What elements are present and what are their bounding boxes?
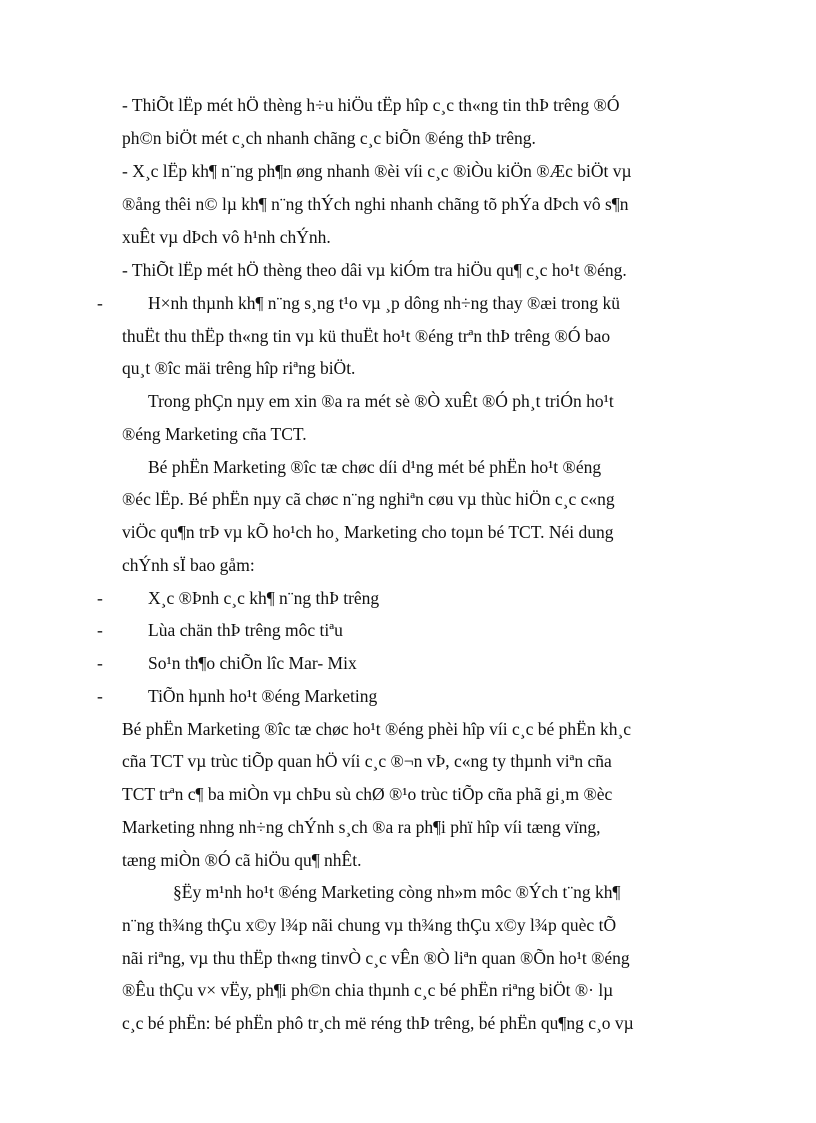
text-line-25: c¸c bé phËn: bé phËn phô tr¸ch më réng thÞ trêng, bé phËn qu¶ng c¸o vµ [122,1013,634,1033]
list-dash-1: - [97,293,103,313]
text-line-1: - ThiÕt lËp mét hÖ thèng h÷u hiÖu tËp hîp c¸c th«ng tin thÞ trêng ®Ó [122,95,620,115]
text-line-15: chÝnh sÏ bao gåm: [122,555,255,575]
text-line-10: Trong phÇn nµy em xin ®a ra mét sè ®Ò xuÊt ®Ó ph¸t triÓn ho¹t [148,391,614,411]
text-line-11: ®éng Marketing cña TCT. [122,424,307,444]
text-line-8: thuËt thu thËp th«ng tin vµ kü thuËt ho¹t ®éng trªn thÞ trêng ®Ó bao [122,326,611,346]
text-line-6: - ThiÕt lËp mét hÖ thèng theo dâi vµ kiÓm tra hiÖu qu¶ c¸c ho¹t ®éng. [122,260,627,280]
list-item-4: TiÕn hµnh ho¹t ®éng Marketing [148,686,378,706]
text-line-14: viÖc qu¶n trÞ vµ kÕ ho¹ch ho¸ Marketing cho toµn bé TCT. Néi dung [122,522,614,542]
text-line-17: cña TCT vµ trùc tiÕp quan hÖ víi c¸c ®¬n vÞ, c«ng ty thµnh viªn cña [122,751,612,771]
text-line-19: Marketing nhng nh÷ng chÝnh s¸ch ®a ra ph¶i phï hîp víi tæng vïng, [122,817,601,837]
text-line-9: qu¸t ®îc mäi trêng hîp riªng biÖt. [122,358,356,378]
text-line-20: tæng miÒn ®Ó cã hiÖu qu¶ nhÊt. [122,850,362,870]
list-dash-5: - [97,686,103,706]
list-item-1: X¸c ®Þnh c¸c kh¶ n¨ng thÞ trêng [148,588,380,608]
text-line-2: ph©n biÖt mét c¸ch nhanh chãng c¸c biÕn ®éng thÞ trêng. [122,128,536,148]
text-line-12: Bé phËn Marketing ®îc tæ chøc díi d¹ng mét bé phËn ho¹t ®éng [148,457,602,477]
text-line-23: nãi riªng, vµ thu thËp th«ng tinvÒ c¸c vÊn ®Ò liªn quan ®Õn ho¹t ®éng [122,948,630,968]
text-line-7: H×nh thµnh kh¶ n¨ng s¸ng t¹o vµ ¸p dông nh÷ng thay ®æi trong kü [148,293,620,313]
text-line-16: Bé phËn Marketing ®îc tæ chøc ho¹t ®éng phèi hîp víi c¸c bé phËn kh¸c [122,719,632,739]
text-line-18: TCT trªn c¶ ba miÒn vµ chÞu sù chØ ®¹o trùc tiÕp cña phã gi¸m ®èc [122,784,613,804]
text-line-4: ®ång thêi n© lµ kh¶ n¨ng thÝch nghi nhanh chãng tõ phÝa dÞch vô s¶n [122,194,629,214]
list-item-3: So¹n th¶o chiÕn lîc Mar- Mix [148,653,357,673]
list-item-2: Lùa chän thÞ trêng môc tiªu [148,620,343,640]
list-dash-3: - [97,620,103,640]
text-line-22: n¨ng th¾ng thÇu x©y l¾p nãi chung vµ th¾ng thÇu x©y l¾p quèc tÕ [122,915,617,935]
text-line-24: ®Êu thÇu v× vËy, ph¶i ph©n chia thµnh c¸c bé phËn riªng biÖt ®· lµ [122,980,614,1000]
text-line-3: - X¸c lËp kh¶ n¨ng ph¶n øng nhanh ®èi víi c¸c ®iÒu kiÖn ®Æc biÖt vµ [122,161,632,181]
text-line-21: §Ëy m¹nh ho¹t ®éng Marketing còng nh»m môc ®Ých t¨ng kh¶ [173,882,621,902]
list-dash-4: - [97,653,103,673]
list-dash-2: - [97,588,103,608]
text-line-5: xuÊt vµ dÞch vô h¹nh chÝnh. [122,227,331,247]
text-line-13: ®éc lËp. Bé phËn nµy cã chøc n¨ng nghiªn cøu vµ thùc hiÖn c¸c c«ng [122,489,615,509]
